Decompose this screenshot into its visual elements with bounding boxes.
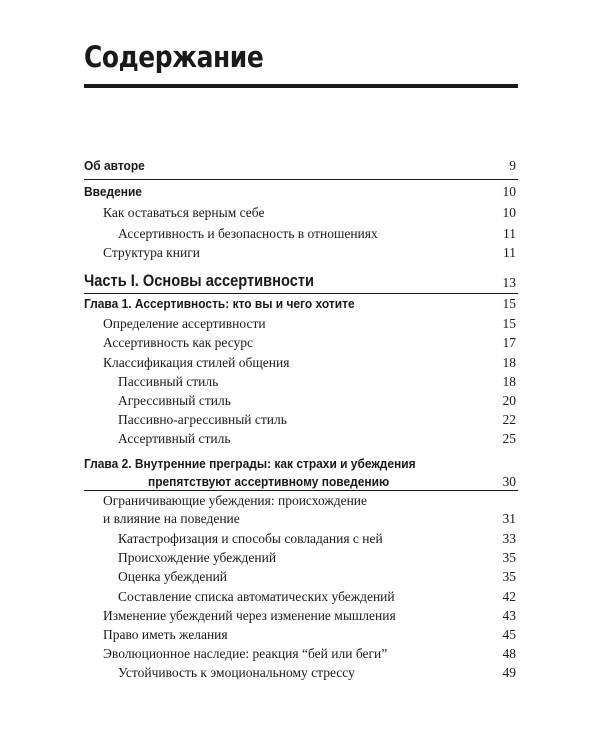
toc-entry-label: Эволюционное наследие: реакция “бей или беги” [103, 646, 388, 661]
toc-entry-page: 35 [502, 550, 516, 565]
toc-entry-label: Введение [84, 184, 142, 199]
toc-part-label: Часть I. Основы ассертивности [84, 271, 314, 290]
toc-entry-page: 42 [502, 589, 516, 604]
toc-entry-page: 11 [503, 245, 516, 260]
toc-entry-label: Пассивный стиль [118, 374, 219, 389]
toc-entry-label: Происхождение убеждений [118, 550, 277, 565]
toc-entry-page: 20 [502, 393, 516, 408]
toc-entry-label: Составление списка автоматических убеждений [118, 589, 395, 604]
toc-entry-page: 18 [502, 355, 516, 370]
toc-entry-page: 33 [502, 531, 516, 546]
page-title: Содержание [84, 40, 264, 74]
toc-entry-label: Катастрофизация и способы совладания с ней [118, 531, 383, 546]
toc-entry-label: Классификация стилей общения [103, 355, 290, 370]
toc-entry-page: 15 [502, 316, 516, 331]
toc-entry-label: Определение ассертивности [103, 316, 266, 331]
toc-entry-label-line-1: Глава 2. Внутренние преграды: как страхи и убеждения [84, 456, 416, 471]
toc-entry-label-line-2: препятствуют ассертивному поведению [148, 474, 390, 489]
toc-entry-label: Об авторе [84, 158, 145, 173]
toc-entry-label-line-1: Ограничивающие убеждения: происхождение [103, 493, 368, 508]
toc-entry-label: Структура книги [103, 245, 200, 260]
toc-entry-label: Ассертивный стиль [118, 431, 231, 446]
toc-entry-page: 10 [502, 184, 516, 199]
toc-entry-label: Оценка убеждений [118, 569, 228, 584]
toc-entry-label: Глава 1. Ассертивность: кто вы и чего хотите [84, 296, 355, 311]
toc-entry-page: 9 [509, 158, 516, 173]
toc-entry-page: 45 [502, 627, 516, 642]
toc-entry-label: Ассертивность и безопасность в отношениях [118, 226, 378, 241]
toc-entry-page: 48 [502, 646, 516, 661]
toc-entry-label: Агрессивный стиль [118, 393, 231, 408]
toc-entry-page: 13 [502, 275, 516, 290]
toc-entry-page: 22 [502, 412, 516, 427]
title-underline [84, 84, 518, 88]
toc-entry-page: 49 [502, 665, 516, 680]
toc-entry-page: 18 [502, 374, 516, 389]
toc-entry-page: 25 [502, 431, 516, 446]
toc-entry-page: 31 [502, 511, 516, 526]
toc-entry-page: 15 [502, 296, 516, 311]
toc-entry-label: Изменение убеждений через изменение мышления [103, 608, 396, 623]
toc-entry-label: Как оставаться верным себе [103, 205, 265, 220]
section-divider [84, 490, 518, 491]
toc-entry-page: 11 [503, 226, 516, 241]
toc-entry-page: 10 [502, 205, 516, 220]
toc-entry-label: Право иметь желания [103, 627, 228, 642]
toc-entry-page: 17 [502, 335, 516, 350]
toc-entry-label: Пассивно-агрессивный стиль [118, 412, 287, 427]
toc-entry-label-line-2: и влияние на поведение [103, 511, 240, 526]
toc-entry-label: Устойчивость к эмоциональному стрессу [118, 665, 355, 680]
toc-entry-label: Ассертивность как ресурс [103, 335, 254, 350]
section-divider [84, 179, 518, 180]
toc-entry-page: 30 [502, 474, 516, 489]
section-divider [84, 293, 518, 294]
toc-entry-page: 35 [502, 569, 516, 584]
toc-entry-page: 43 [502, 608, 516, 623]
